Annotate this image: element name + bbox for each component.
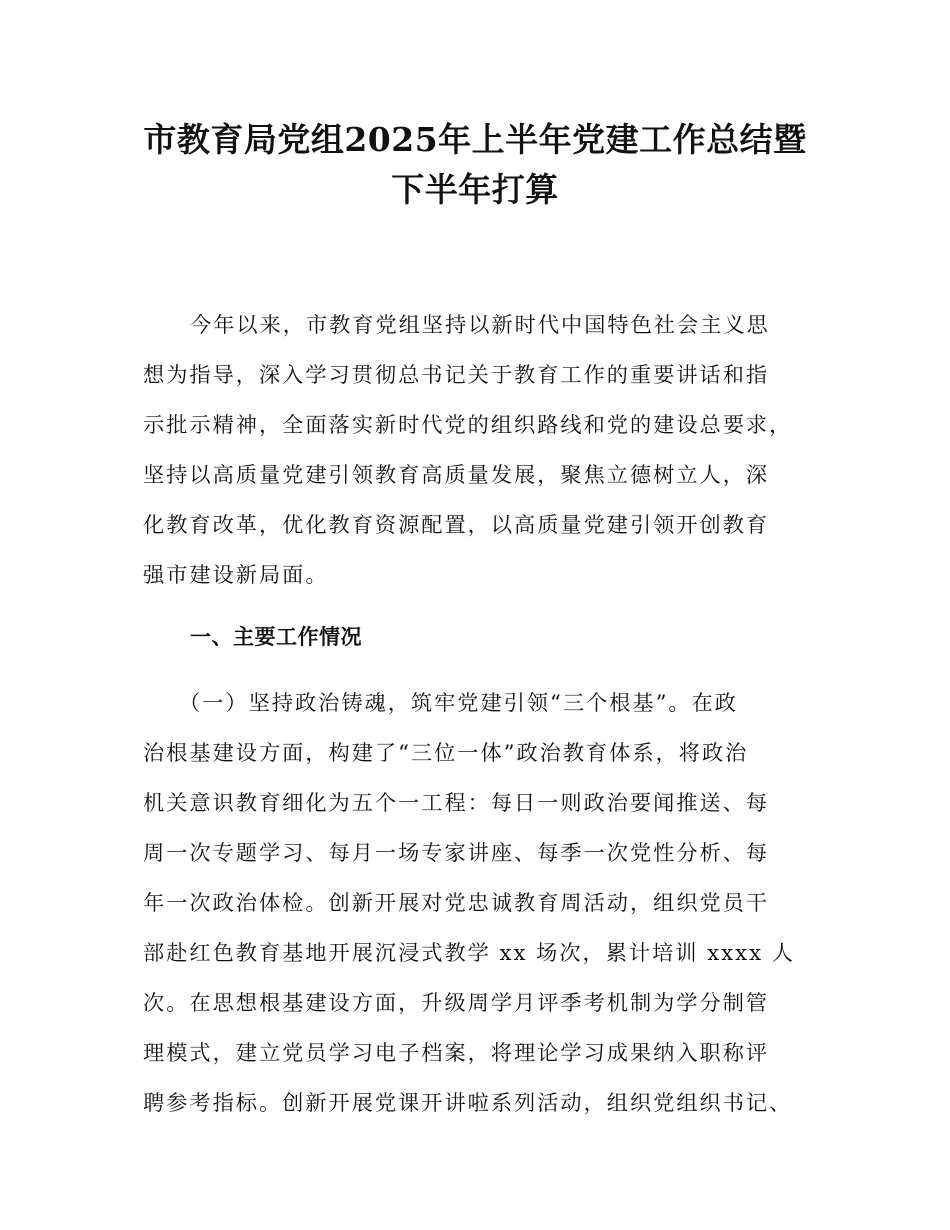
section-paragraph-line: 年一次政治体检。创新开展对党忠诚教育周活动，组织党员干 xyxy=(143,890,770,915)
section-paragraph-line: 机关意识教育细化为五个一工程：每日一则政治要闻推送、每 xyxy=(143,790,770,815)
section-paragraph-line: 治根基建设方面，构建了“三位一体”政治教育体系，将政治 xyxy=(143,740,749,765)
section-paragraph-line: （一）坚持政治铸魂，筑牢党建引领“三个根基”。在政 xyxy=(179,690,738,715)
intro-paragraph-line: 强市建设新局面。 xyxy=(143,562,329,587)
section-paragraph-line: 聘参考指标。创新开展党课开讲啦系列活动，组织党组织书记、 xyxy=(143,1090,793,1115)
section-heading: 一、主要工作情况 xyxy=(190,625,362,649)
intro-paragraph-line: 化教育改革，优化教育资源配置，以高质量党建引领开创教育 xyxy=(143,512,770,537)
intro-paragraph-line: 想为指导，深入学习贯彻总书记关于教育工作的重要讲话和指 xyxy=(143,362,770,387)
section-paragraph-line: 理模式，建立党员学习电子档案，将理论学习成果纳入职称评 xyxy=(143,1040,770,1065)
section-paragraph-line: 次。在思想根基建设方面，升级周学月评季考机制为学分制管 xyxy=(143,990,770,1015)
intro-paragraph-line: 示批示精神，全面落实新时代党的组织路线和党的建设总要求， xyxy=(143,412,793,437)
section-paragraph-line: 周一次专题学习、每月一场专家讲座、每季一次党性分析、每 xyxy=(143,840,770,865)
intro-paragraph-line: 坚持以高质量党建引领教育高质量发展，聚焦立德树立人，深 xyxy=(143,462,770,487)
section-paragraph-line: 部赴红色教育基地开展沉浸式教学 xx 场次，累计培训 xxxx 人 xyxy=(143,940,795,965)
intro-paragraph-line: 今年以来，市教育党组坚持以新时代中国特色社会主义思 xyxy=(190,312,770,337)
document-title-line-2: 下半年打算 xyxy=(391,170,559,209)
document-title-line-1: 市教育局党组2025年上半年党建工作总结暨 xyxy=(143,120,807,159)
